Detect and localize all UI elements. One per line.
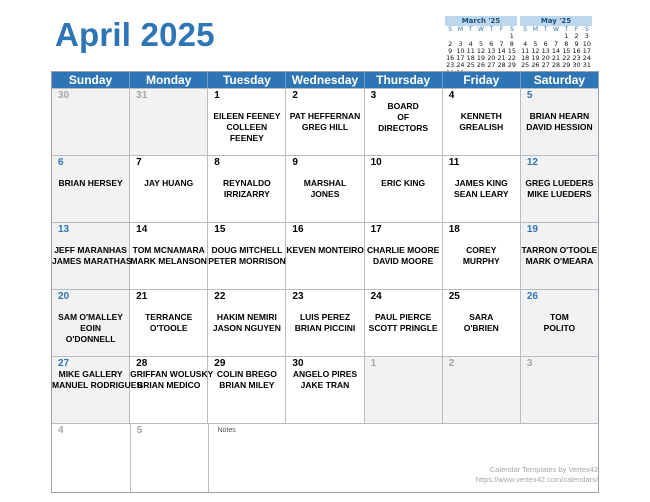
- mini-day: 29: [562, 61, 571, 70]
- mini-day: 23: [446, 61, 455, 70]
- day-event-text: TOM POLITO: [543, 312, 576, 333]
- day-number: 14: [136, 224, 148, 235]
- mini-day: 15: [507, 46, 516, 55]
- mini-calendar-grid: [520, 26, 592, 70]
- mini-dow-label: T: [468, 26, 473, 33]
- mini-dow-label: M: [457, 26, 464, 33]
- page-title: April 2025: [55, 16, 215, 53]
- mini-day: 18: [521, 54, 530, 63]
- day-number: 21: [136, 291, 148, 302]
- mini-day: 1: [564, 32, 569, 41]
- day-cell[interactable]: [443, 156, 521, 222]
- mini-day: 24: [582, 54, 591, 63]
- day-cell[interactable]: [365, 156, 443, 222]
- day-cell[interactable]: [521, 89, 598, 155]
- mini-day: 18: [466, 54, 475, 63]
- day-cell[interactable]: [130, 156, 208, 222]
- day-cell[interactable]: [443, 290, 521, 356]
- day-number: 17: [370, 224, 382, 235]
- footer-link[interactable]: https://www.vertex42.com/calendars/: [475, 475, 598, 484]
- day-number: 20: [58, 291, 70, 302]
- day-cell[interactable]: [52, 290, 130, 356]
- mini-day: 31: [582, 61, 591, 70]
- day-number: 16: [292, 224, 304, 235]
- day-event-text: SARA O'BRIEN: [463, 312, 499, 333]
- mini-dow-label: S: [509, 26, 514, 33]
- day-number: 22: [214, 291, 226, 302]
- day-cell[interactable]: [521, 357, 598, 423]
- mini-calendar-march: [445, 16, 517, 77]
- day-event-text: PAT HEFFERNAN GREG HILL: [289, 111, 361, 132]
- mini-day: 2: [448, 39, 453, 48]
- day-cell[interactable]: [286, 156, 364, 222]
- day-number: 1: [370, 358, 377, 369]
- day-event-text: KENNETH GREALISH: [459, 111, 504, 132]
- week-row: [52, 155, 598, 222]
- day-cell[interactable]: [52, 424, 131, 492]
- mini-calendar-title: May '25: [520, 16, 592, 26]
- day-event-text: COLIN BREGO BRIAN MILEY: [216, 369, 277, 390]
- mini-day: 11: [521, 46, 530, 55]
- mini-day: 10: [582, 39, 591, 48]
- mini-day: 28: [551, 61, 561, 70]
- mini-day: 7: [553, 39, 559, 48]
- mini-day: 17: [456, 54, 465, 63]
- weekday-label: Wednesday: [286, 72, 364, 88]
- mini-day: 13: [541, 46, 550, 55]
- mini-calendar-grid: [445, 26, 517, 77]
- mini-day: 12: [531, 46, 540, 55]
- day-number: 13: [58, 224, 70, 235]
- day-cell[interactable]: [52, 89, 130, 155]
- day-number: 4: [448, 90, 455, 101]
- day-cell[interactable]: [521, 156, 598, 222]
- mini-day: 20: [487, 54, 496, 63]
- mini-day: 4: [468, 39, 473, 48]
- mini-day: 14: [497, 46, 506, 55]
- day-number: 18: [448, 224, 460, 235]
- day-cell[interactable]: [130, 89, 208, 155]
- day-event-text: TERRANCE O'TOOLE: [145, 312, 193, 333]
- day-event-text: JEFF MARANHAS JAMES MARATHAS: [52, 245, 132, 266]
- day-event-text: HAKIM NEMIRI JASON NGUYEN: [212, 312, 281, 333]
- notes-label: Notes: [217, 427, 236, 434]
- mini-day: 19: [476, 54, 486, 63]
- day-event-text: EILEEN FEENEY COLLEEN FEENEY: [213, 111, 281, 143]
- day-event-text: BRIAN HERSEY: [58, 178, 123, 188]
- mini-day: 1: [509, 32, 514, 41]
- mini-dow-label: T: [564, 26, 569, 33]
- day-cell[interactable]: [443, 89, 521, 155]
- day-cell[interactable]: [130, 290, 208, 356]
- day-number: 5: [136, 425, 143, 436]
- day-event-text: MARSHAL JONES: [303, 178, 347, 199]
- day-number: 30: [58, 90, 70, 101]
- mini-day: 26: [476, 61, 486, 70]
- day-number: 31: [136, 90, 148, 101]
- mini-day: 29: [507, 61, 516, 70]
- mini-day: 5: [478, 39, 484, 48]
- day-number: 29: [214, 358, 226, 369]
- day-number: 30: [292, 358, 304, 369]
- mini-day: 21: [497, 54, 506, 63]
- mini-day: 16: [572, 46, 581, 55]
- mini-day: 5: [533, 39, 538, 48]
- day-number: 11: [448, 157, 460, 168]
- day-number: 24: [370, 291, 382, 302]
- mini-day: 24: [456, 61, 465, 70]
- day-cell[interactable]: [286, 89, 364, 155]
- mini-dow-label: S: [584, 26, 589, 33]
- mini-dow-label: S: [448, 26, 453, 33]
- day-event-text: PAUL PIERCE SCOTT PRINGLE: [368, 312, 438, 333]
- mini-day: 4: [523, 39, 528, 48]
- day-cell[interactable]: [365, 89, 443, 155]
- day-cell[interactable]: [208, 89, 286, 155]
- mini-day: 6: [543, 39, 548, 48]
- day-cell[interactable]: [52, 223, 130, 289]
- mini-calendar-may: [520, 16, 592, 70]
- day-event-text: COREY MURPHY: [462, 245, 500, 266]
- day-number: 4: [58, 425, 64, 436]
- day-cell[interactable]: [365, 290, 443, 356]
- day-event-text: GRIFFAN WOLUSKY BRIAN MEDICO: [130, 369, 214, 390]
- weekday-label: Sunday: [52, 72, 130, 88]
- mini-day: 7: [499, 39, 504, 48]
- day-cell[interactable]: [443, 223, 521, 289]
- calendar-grid: [51, 71, 599, 493]
- day-number: 28: [136, 358, 148, 369]
- day-cell[interactable]: [130, 357, 214, 423]
- day-event-text: ERIC KING: [381, 178, 426, 188]
- day-cell[interactable]: [286, 290, 364, 356]
- mini-day: 22: [507, 54, 516, 63]
- day-number: 15: [214, 224, 226, 235]
- day-number: 25: [448, 291, 460, 302]
- mini-dow-label: W: [553, 26, 559, 33]
- day-cell[interactable]: [131, 424, 210, 492]
- day-number: 19: [526, 224, 538, 235]
- day-event-text: GREG LUEDERS MIKE LUEDERS: [525, 178, 594, 199]
- mini-day: 17: [582, 46, 591, 55]
- footer-line-1: Calendar Templates by Vertex42: [489, 465, 598, 474]
- mini-day: 10: [456, 46, 465, 55]
- day-number: 9: [292, 157, 298, 168]
- day-cell[interactable]: [208, 357, 286, 423]
- day-number: 23: [292, 291, 304, 302]
- day-number: 2: [292, 90, 298, 101]
- footer-credit: [476, 465, 598, 485]
- day-number: 27: [58, 358, 70, 369]
- mini-day: 27: [541, 61, 550, 70]
- mini-dow-label: M: [532, 26, 539, 33]
- mini-dow-label: T: [543, 26, 548, 33]
- day-number: 10: [370, 157, 382, 168]
- day-cell[interactable]: [286, 357, 364, 423]
- day-number: 26: [526, 291, 538, 302]
- day-event-text: DOUG MITCHELL PETER MORRISON: [208, 245, 286, 266]
- day-event-text: TARRON O'TOOLE MARK O'MEARA: [521, 245, 598, 266]
- mini-dow-label: W: [478, 26, 484, 33]
- day-event-text: BRIAN HEARN DAVID HESSION: [526, 111, 593, 132]
- mini-calendar-title: March '25: [445, 16, 517, 26]
- mini-day: 30: [572, 61, 581, 70]
- day-number: 5: [526, 90, 533, 101]
- day-event-text: LUIS PEREZ BRIAN PICCINI: [294, 312, 356, 333]
- mini-day: 21: [551, 54, 561, 63]
- day-cell[interactable]: [208, 156, 286, 222]
- day-cell[interactable]: [365, 223, 443, 289]
- mini-day: 22: [562, 54, 571, 63]
- day-event-text: SAM O'MALLEY EOIN O'DONNELL: [58, 312, 123, 344]
- mini-dow-label: T: [489, 26, 494, 33]
- day-cell[interactable]: [286, 223, 364, 289]
- day-event-text: JAMES KING SEAN LEARY: [454, 178, 509, 199]
- day-number: 1: [214, 90, 220, 101]
- day-event-text: JAY HUANG: [144, 178, 194, 188]
- mini-dow-label: F: [499, 26, 504, 33]
- day-number: 3: [526, 358, 533, 369]
- mini-day: 27: [487, 61, 496, 70]
- day-number: 3: [370, 90, 377, 101]
- day-event-text: ANGELO PIRES JAKE TRAN: [292, 369, 358, 390]
- day-cell[interactable]: [130, 223, 208, 289]
- day-event-text: BOARD OF DIRECTORS: [378, 101, 429, 133]
- mini-day: 28: [497, 61, 506, 70]
- day-event-text: CHARLIE MOORE DAVID MOORE: [367, 245, 440, 266]
- day-cell[interactable]: [521, 290, 598, 356]
- day-event-text: REYNALDO IRRIZARRY: [223, 178, 271, 199]
- day-event-text: KEVEN MONTEIRO: [286, 245, 364, 255]
- day-cell[interactable]: [208, 223, 286, 289]
- weekday-label: Thursday: [365, 72, 443, 88]
- day-cell[interactable]: [208, 290, 286, 356]
- week-row: [52, 222, 598, 289]
- mini-dow-label: S: [523, 26, 528, 33]
- week-row: [52, 289, 598, 356]
- mini-day: 2: [574, 32, 579, 41]
- mini-day: 25: [466, 61, 475, 70]
- mini-day: 11: [466, 46, 475, 55]
- day-cell[interactable]: [521, 223, 598, 289]
- mini-day: 9: [574, 39, 579, 48]
- week-row: [52, 88, 598, 155]
- day-number: 12: [526, 157, 538, 168]
- mini-day: 8: [564, 39, 569, 48]
- day-cell[interactable]: [52, 156, 130, 222]
- day-number: 8: [214, 157, 220, 168]
- mini-day: 9: [448, 46, 453, 55]
- day-number: 7: [136, 157, 142, 168]
- mini-day: 6: [489, 39, 494, 48]
- day-cell[interactable]: [365, 357, 443, 423]
- day-number: 2: [448, 358, 455, 369]
- mini-day: 14: [551, 46, 561, 55]
- weekday-label: Saturday: [533, 73, 586, 87]
- day-event-text: TOM MCNAMARA MARK MELANSON: [130, 245, 207, 266]
- mini-day: 20: [541, 54, 550, 63]
- mini-day: 3: [458, 39, 463, 48]
- day-cell[interactable]: [443, 357, 521, 423]
- mini-day: 19: [531, 54, 540, 63]
- mini-day: 3: [584, 32, 589, 41]
- weekday-label: Friday: [443, 72, 521, 88]
- week-row: [52, 356, 598, 423]
- mini-day: 25: [521, 61, 530, 70]
- mini-day: 13: [487, 46, 496, 55]
- mini-day: 16: [446, 54, 455, 63]
- mini-day: 15: [562, 46, 571, 55]
- day-number: 6: [58, 157, 64, 168]
- mini-day: 23: [572, 54, 581, 63]
- weekday-label: Monday: [130, 72, 208, 88]
- weekday-header: [52, 72, 598, 88]
- calendar-weeks: [52, 88, 598, 423]
- day-event-text: MIKE GALLERY MANUEL RODRIGUES: [52, 369, 143, 390]
- mini-day: 12: [476, 46, 486, 55]
- weekday-label: Tuesday: [208, 72, 286, 88]
- mini-day: 26: [531, 61, 540, 70]
- mini-dow-label: F: [574, 26, 579, 33]
- mini-day: 8: [509, 39, 514, 48]
